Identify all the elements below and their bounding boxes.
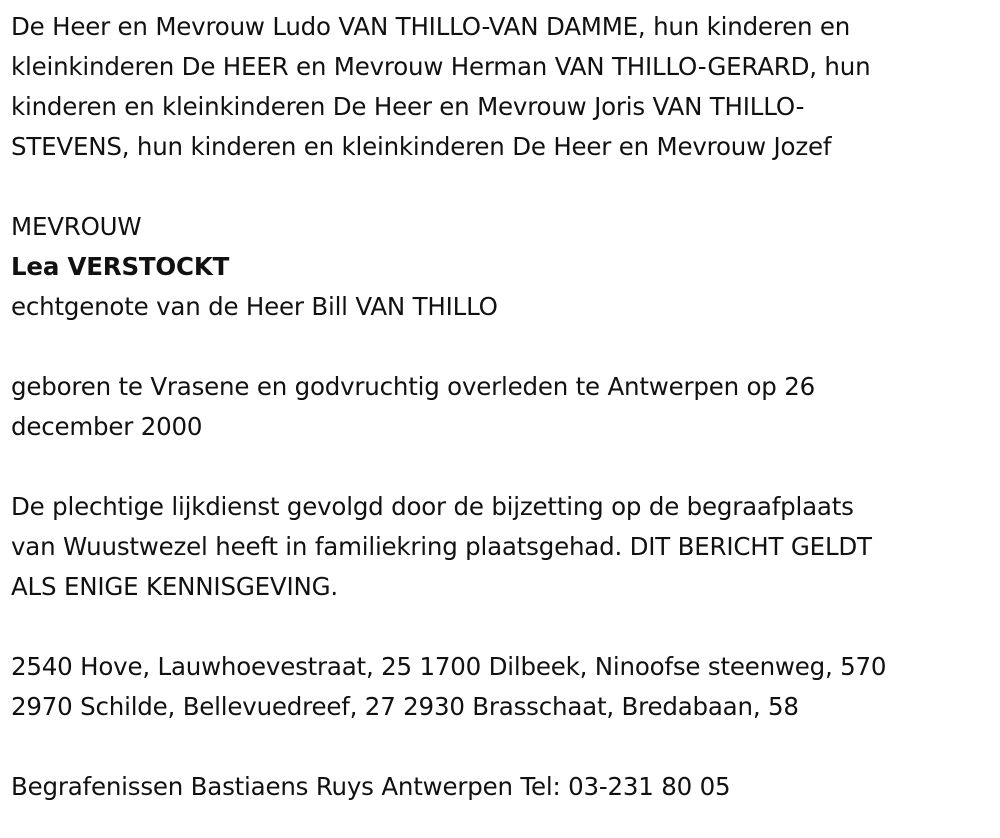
deceased-name: Lea VERSTOCKT (11, 252, 230, 281)
service-line: ALS ENIGE KENNISGEVING. (11, 572, 338, 601)
birth-death-line: december 2000 (11, 412, 203, 441)
spouse-line: echtgenote van de Heer Bill VAN THILLO (11, 292, 498, 321)
spacer (11, 727, 986, 767)
service-line: De plechtige lijkdienst gevolgd door de bijzetting op de begraafplaats (11, 492, 854, 521)
spacer (11, 447, 986, 487)
birth-death-line: geboren te Vrasene en godvruchtig overleden te Antwerpen op 26 (11, 372, 816, 401)
service-line: van Wuustwezel heeft in familiekring plaatsgehad. DIT BERICHT GELDT (11, 532, 872, 561)
funeral-home-line: Begrafenissen Bastiaens Ruys Antwerpen Tel: 03-231 80 05 (11, 772, 731, 801)
addresses-paragraph (11, 647, 986, 727)
address-line: 2970 Schilde, Bellevuedreef, 27 2930 Brasschaat, Bredabaan, 58 (11, 692, 799, 721)
spacer (11, 167, 986, 207)
service-paragraph (11, 487, 986, 607)
family-line: De Heer en Mevrouw Ludo VAN THILLO-VAN DAMME, hun kinderen en (11, 12, 851, 41)
obituary-notice (11, 7, 986, 807)
family-line: kinderen en kleinkinderen De Heer en Mevrouw Joris VAN THILLO- (11, 92, 805, 121)
family-line: STEVENS, hun kinderen en kleinkinderen De Heer en Mevrouw Jozef (11, 132, 832, 161)
spacer (11, 327, 986, 367)
family-line: kleinkinderen De HEER en Mevrouw Herman VAN THILLO-GERARD, hun (11, 52, 871, 81)
family-paragraph (11, 7, 986, 167)
address-line: 2540 Hove, Lauwhoevestraat, 25 1700 Dilbeek, Ninoofse steenweg, 570 (11, 652, 887, 681)
honorific: MEVROUW (11, 212, 142, 241)
birth-death-paragraph (11, 367, 986, 447)
spacer (11, 607, 986, 647)
